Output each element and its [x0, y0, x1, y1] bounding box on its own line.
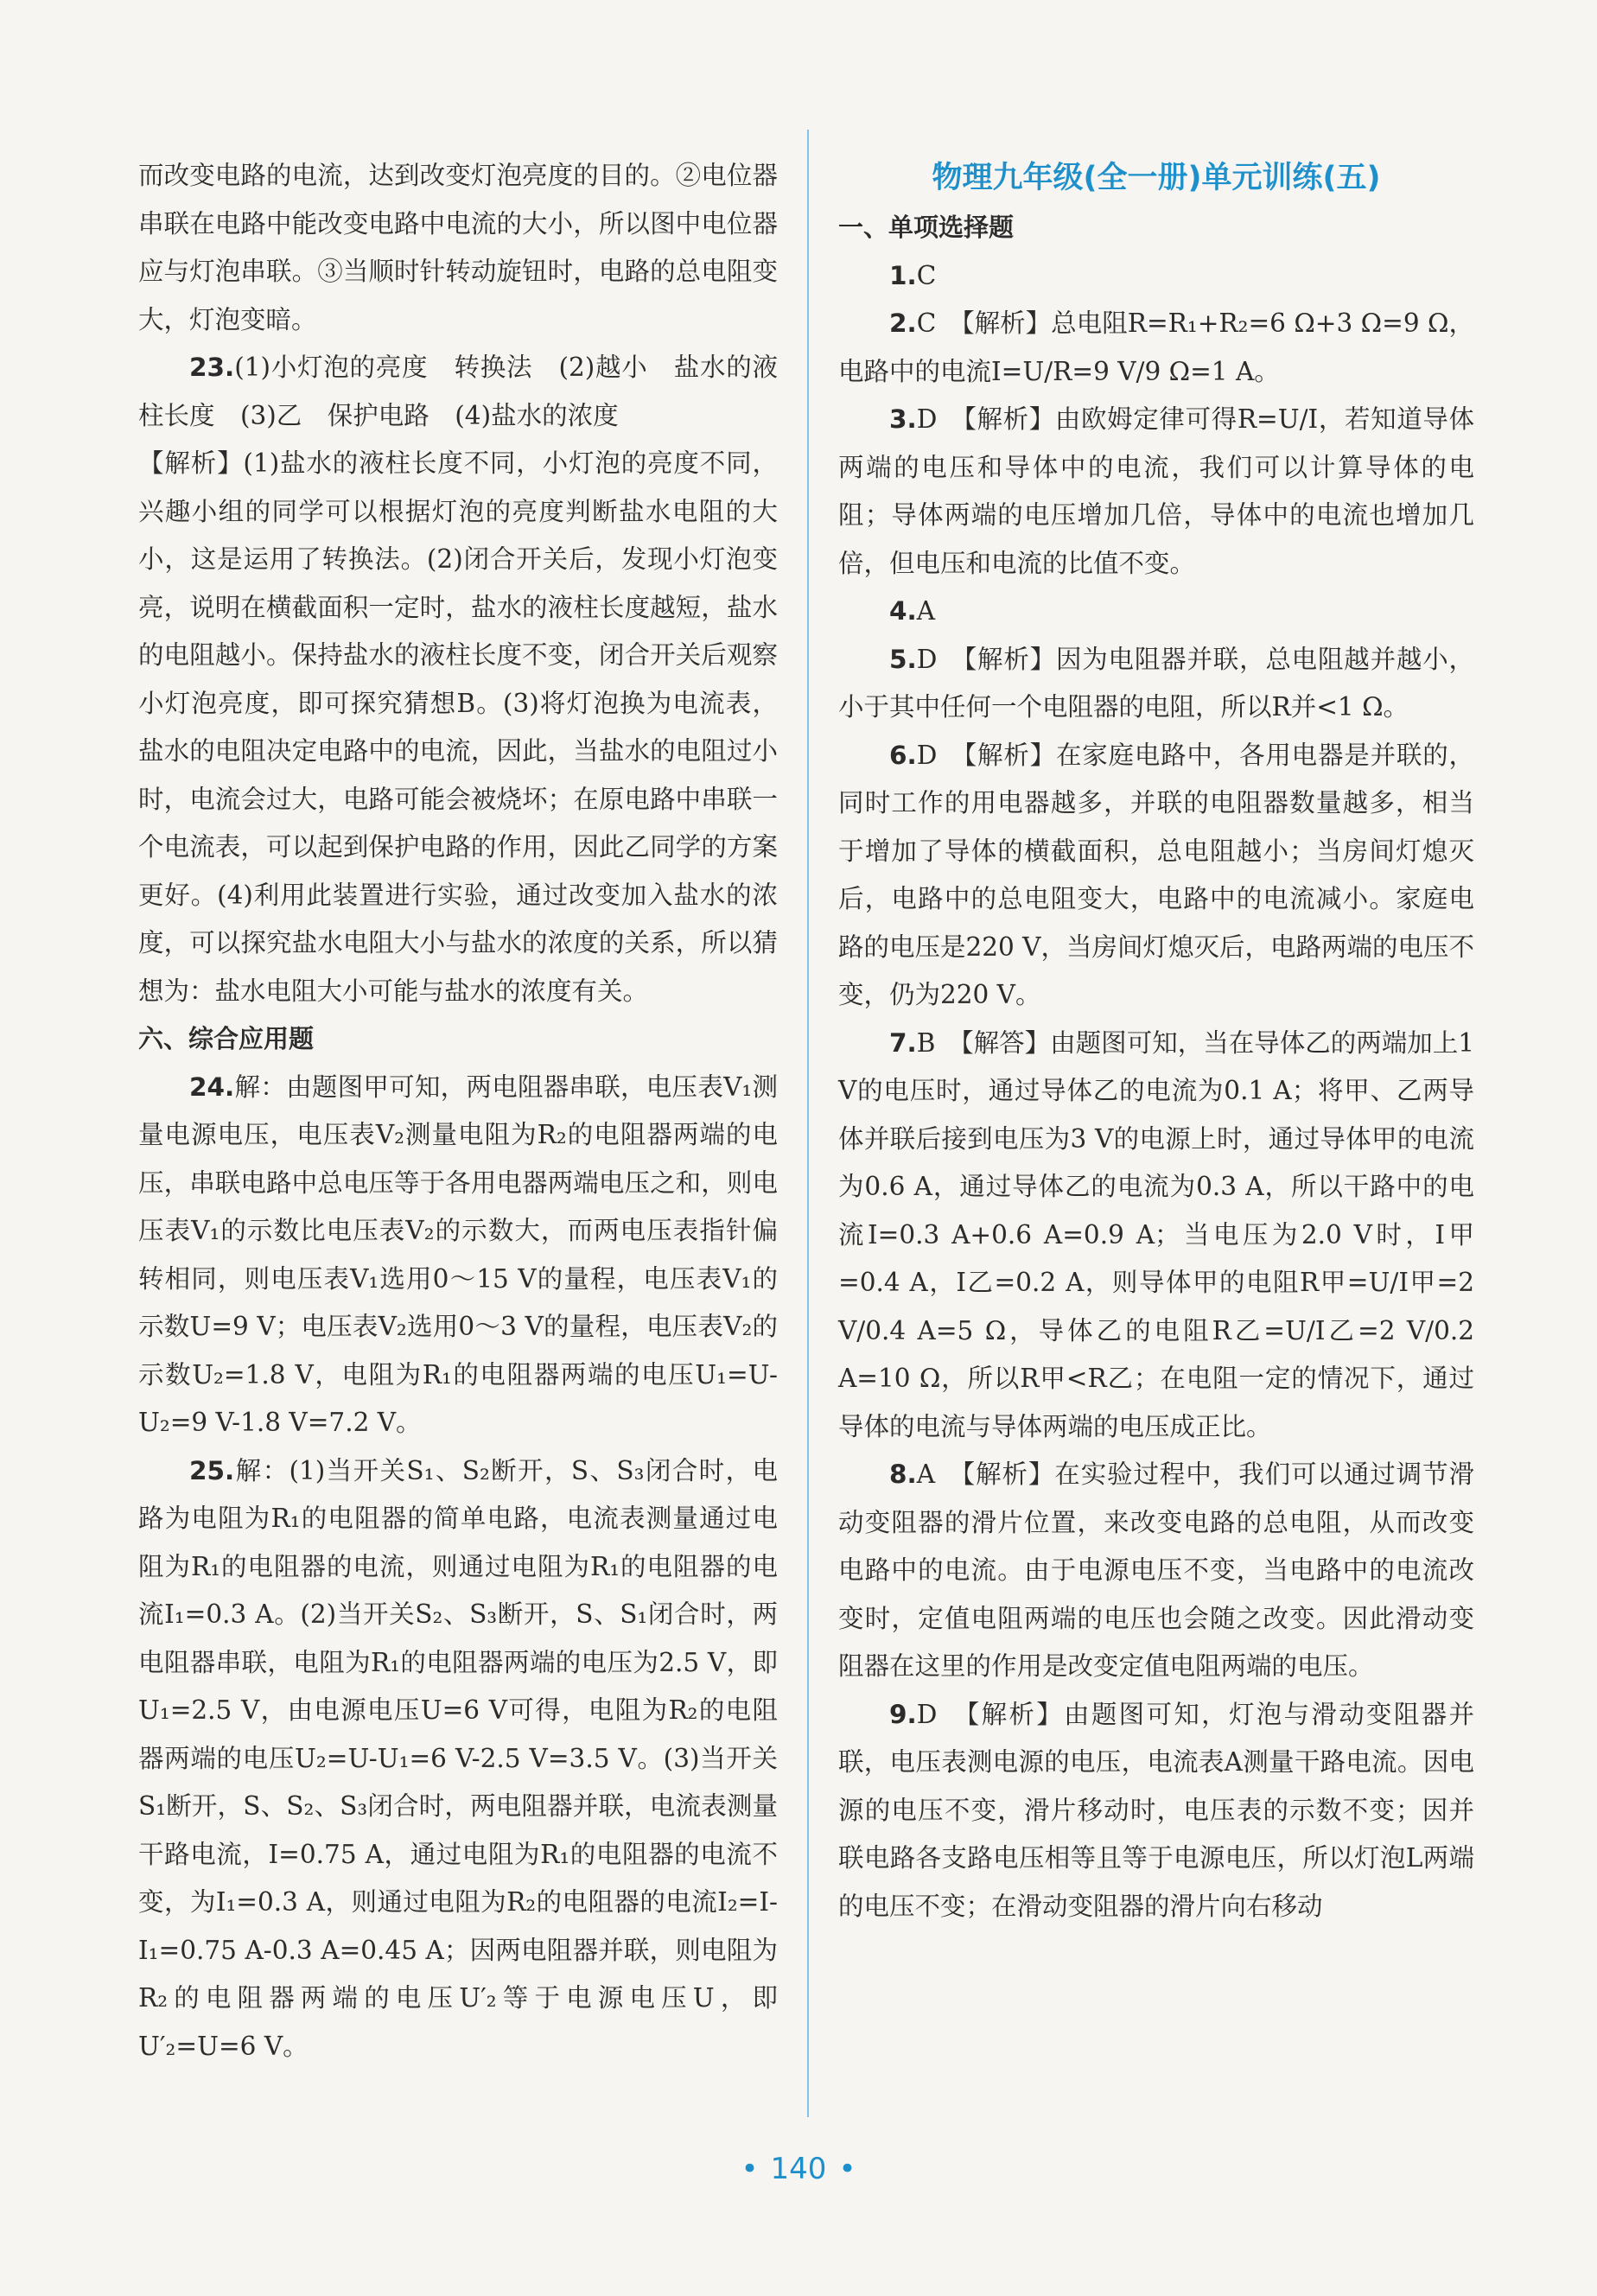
q9-text: D 【解析】由题图可知，灯泡与滑动变阻器并联，电压表测电源的电压，电流表A测量干路电流。因电源的电压不变，滑片移动时，电压表的示数不变；因并联电路各支路电压相等且等于电源电压，所以灯泡L两端的电压不变；在滑动变阻器的滑片向右移动	[838, 1699, 1474, 1921]
q8-answer	[838, 1451, 1474, 1691]
q6-number: 6.	[889, 740, 917, 770]
q24-text: 解：由题图甲可知，两电阻器串联，电压表V₁测量电源电压，电压表V₂测量电阻为R₂的电阻器两端的电压，串联电路中总电压等于各用电器两端电压之和，则电压表V₁的示数比电压表V₂的示数大，而两电压表指针偏转相同，则电压表V₁选用0～15 V的量程，电压表V₁的示数U=9 V；电压表V₂选用0～3 V的量程，电压表V₂的示数U₂=1.8 V，电阻为R₁的电阻器两端的电压U₁=U-U₂=9 V-1.8 V=7.2 V。	[138, 1072, 778, 1437]
q8-text: A 【解析】在实验过程中，我们可以通过调节滑动变阻器的滑片位置，来改变电路的总电阻，从而改变电路中的电流。由于电源电压不变，当电路中的电流改变时，定值电阻两端的电压也会随之改变。因此滑动变阻器在这里的作用是改变定值电阻两端的电压。	[838, 1460, 1474, 1681]
q3-answer	[838, 396, 1474, 588]
q3-number: 3.	[889, 404, 917, 434]
q1-number: 1.	[889, 260, 917, 290]
q25-text: 解：(1)当开关S₁、S₂断开，S、S₃闭合时，电路为电阻为R₁的电阻器的简单电路，电流表测量通过电阻为R₁的电阻器的电流，则通过电阻为R₁的电阻器的电流I₁=0.3 A。(2)当开关S₂、S₃断开，S、S₁闭合时，两电阻器串联，电阻为R₁的电阻器两端的电压为2.5 V，即U₁=2.5 V，由电源电压U=6 V可得，电阻为R₂的电阻器两端的电压U₂=U-U₁=6 V-2.5 V=3.5 V。(3)当开关S₁断开，S、S₂、S₃闭合时，两电阻器并联，电流表测量干路电流，I=0.75 A，通过电阻为R₁的电阻器的电流不变，为I₁=0.3 A，则通过电阻为R₂的电阻器的电流I₂=I-I₁=0.75 A-0.3 A=0.45 A；因两电阻器并联，则电阻为R₂的电阻器两端的电压U′₂等于电源电压U，即U′₂=U=6 V。	[138, 1455, 778, 2061]
q25-solution	[138, 1447, 778, 2071]
q5-answer	[838, 636, 1474, 732]
page-number-dot-left: •	[741, 2152, 759, 2186]
q5-text: D 【解析】因为电阻器并联，总电阻越并越小，小于其中任何一个电阻器的电阻，所以R并<1 Ω。	[838, 644, 1474, 722]
page-number-value: 140	[770, 2152, 827, 2186]
q9-answer	[838, 1691, 1474, 1931]
q9-number: 9.	[889, 1699, 917, 1729]
right-column	[838, 152, 1474, 1930]
continued-paragraph: 而改变电路的电流，达到改变灯泡亮度的目的。②电位器串联在电路中能改变电路中电流的大小，所以图中电位器应与灯泡串联。③当顺时针转动旋钮时，电路的总电阻变大，灯泡变暗。	[138, 161, 778, 334]
q4-text: A	[916, 596, 936, 626]
q4-answer	[838, 588, 1474, 636]
q7-answer	[838, 1020, 1474, 1452]
q4-number: 4.	[889, 596, 917, 626]
q23-answer	[138, 344, 778, 440]
q25-number: 25.	[189, 1455, 235, 1485]
q5-number: 5.	[889, 644, 917, 674]
q24-number: 24.	[189, 1072, 235, 1102]
column-divider	[807, 130, 809, 2117]
q23-number: 23.	[189, 353, 235, 382]
q2-number: 2.	[889, 308, 917, 338]
q23-analysis: 【解析】(1)盐水的液柱长度不同，小灯泡的亮度不同，兴趣小组的同学可以根据灯泡的亮度判断盐水电阻的大小，这是运用了转换法。(2)闭合开关后，发现小灯泡变亮，说明在横截面积一定时，盐水的液柱长度越短，盐水的电阻越小。保持盐水的液柱长度不变，闭合开关后观察小灯泡亮度，即可探究猜想B。(3)将灯泡换为电流表，盐水的电阻决定电路中的电流，因此，当盐水的电阻过小时，电流会过大，电路可能会被烧坏；在原电路中串联一个电流表，可以起到保护电路的作用，因此乙同学的方案更好。(4)利用此装置进行实验，通过改变加入盐水的浓度，可以探究盐水电阻大小与盐水的浓度的关系，所以猜想为：盐水电阻大小可能与盐水的浓度有关。	[138, 448, 778, 1006]
q6-answer	[838, 732, 1474, 1020]
section-heading-1: 一、单项选择题	[838, 213, 1015, 242]
unit-title: 物理九年级(全一册)单元训练(五)	[932, 161, 1381, 195]
q2-text: C 【解析】总电阻R=R₁+R₂=6 Ω+3 Ω=9 Ω，电路中的电流I=U/R=9 V/9 Ω=1 A。	[838, 308, 1474, 386]
q6-text: D 【解析】在家庭电路中，各用电器是并联的，同时工作的用电器越多，并联的电阻器数量越多，相当于增加了导体的横截面积，总电阻越小；当房间灯熄灭后，电路中的总电阻变大，电路中的电流减小。家庭电路的电压是220 V，当房间灯熄灭后，电路两端的电压不变，仍为220 V。	[838, 740, 1474, 1009]
q8-number: 8.	[889, 1460, 917, 1489]
q1-text: C	[916, 260, 937, 290]
q7-number: 7.	[889, 1027, 917, 1058]
q2-answer	[838, 300, 1474, 396]
left-column	[138, 152, 778, 2070]
section-heading-6: 六、综合应用题	[138, 1024, 315, 1053]
page-number-dot-right: •	[838, 2152, 856, 2186]
q1-answer	[838, 252, 1474, 301]
q24-solution	[138, 1064, 778, 1447]
q3-text: D 【解析】由欧姆定律可得R=U/I，若知道导体两端的电压和导体中的电流，我们可以计算导体的电阻；导体两端的电压增加几倍，导体中的电流也增加几倍，但电压和电流的比值不变。	[838, 404, 1474, 578]
page-number	[0, 2152, 1597, 2186]
q7-text: B 【解答】由题图可知，当在导体乙的两端加上1 V的电压时，通过导体乙的电流为0.1 A；将甲、乙两导体并联后接到电压为3 V的电源上时，通过导体甲的电流为0.6 A，通过导体乙的电流为0.3 A，所以干路中的电流I=0.3 A+0.6 A=0.9 A；当电压为2.0 V时，I甲=0.4 A，I乙=0.2 A，则导体甲的电阻R甲=U/I甲=2 V/0.4 A=5 Ω，导体乙的电阻R乙=U/I乙=2 V/0.2 A=10 Ω，所以R甲<R乙；在电阻一定的情况下，通过导体的电流与导体两端的电压成正比。	[838, 1027, 1474, 1441]
q23-answer-text: (1)小灯泡的亮度 转换法 (2)越小 盐水的液柱长度 (3)乙 保护电路 (4)盐水的浓度	[138, 353, 778, 430]
